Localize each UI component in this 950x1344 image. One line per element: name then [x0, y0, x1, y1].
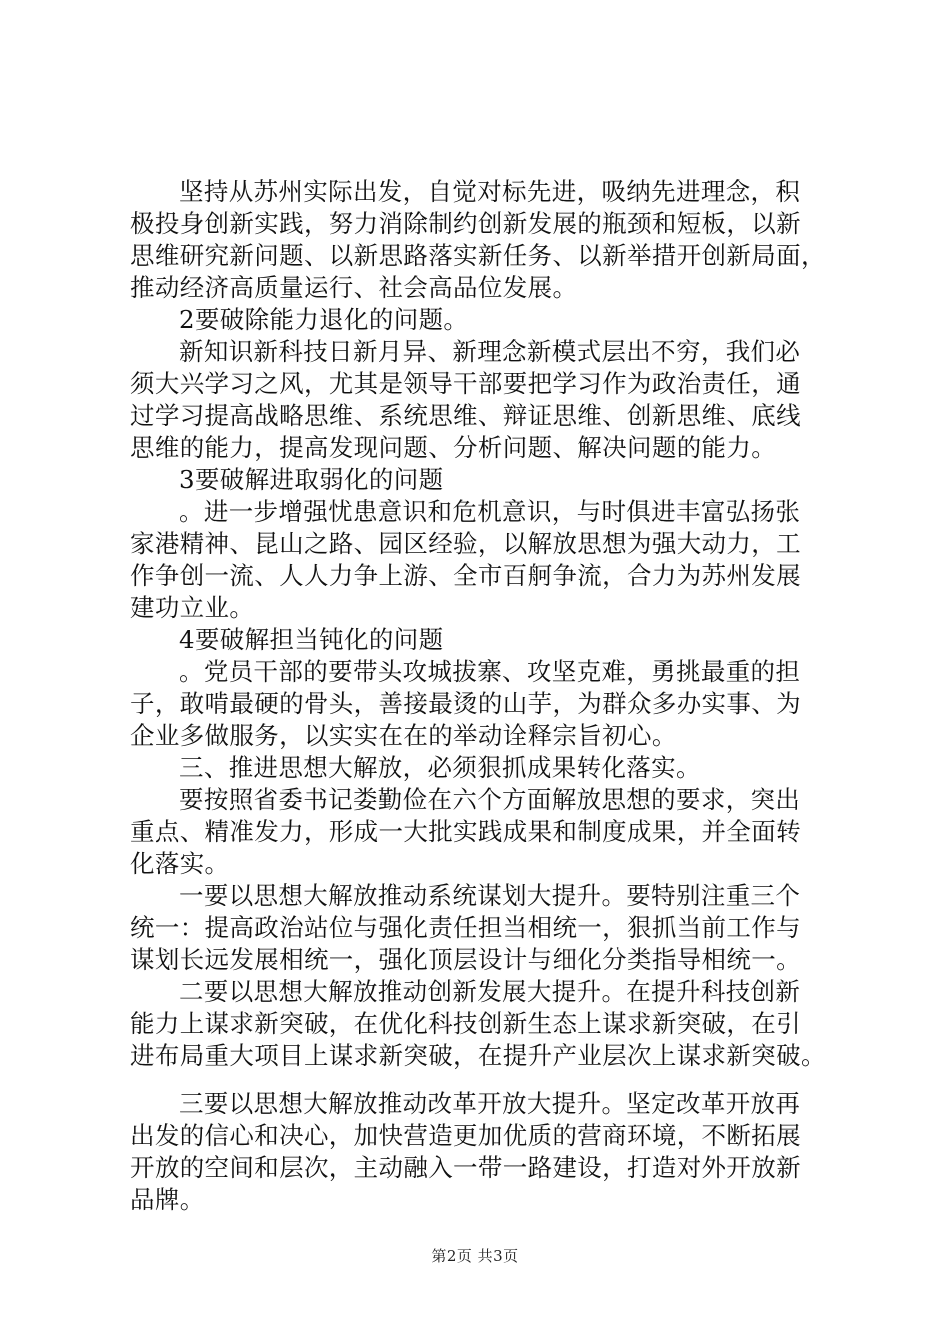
page-footer: 第2页 共3页	[431, 1247, 519, 1265]
text-line: 要按照省委书记娄勤俭在六个方面解放思想的要求，突出	[179, 785, 801, 814]
text-line: 品牌。	[130, 1185, 205, 1214]
section-heading: 三、推进思想大解放，必须狠抓成果转化落实。	[179, 753, 701, 782]
text-line: 子，敢啃最硬的骨头，善接最烫的山芋，为群众多办实事、为	[130, 689, 801, 718]
text-line: 企业多做服务，以实实在在的举动诠释宗旨初心。	[130, 721, 677, 750]
text-line: 进布局重大项目上谋求新突破，在提升产业层次上谋求新突破。	[130, 1041, 826, 1070]
text-line: 开放的空间和层次，主动融入一带一路建设，打造对外开放新	[130, 1153, 801, 1182]
text-line: 统一：提高政治站位与强化责任担当相统一，狠抓当前工作与	[130, 913, 801, 942]
text-line: 化落实。	[130, 849, 230, 878]
text-line: 重点、精准发力，形成一大批实践成果和制度成果，并全面转	[130, 817, 801, 846]
text-line: 出发的信心和决心，加快营造更加优质的营商环境，不断拓展	[130, 1121, 801, 1150]
text-line: 极投身创新实践，努力消除制约创新发展的瓶颈和短板，以新	[130, 209, 801, 238]
text-line: 谋划长远发展相统一，强化顶层设计与细化分类指导相统一。	[130, 945, 801, 974]
text-line: 思维的能力，提高发现问题、分析问题、解决问题的能力。	[130, 433, 777, 462]
section-heading: 4要破解担当钝化的问题	[179, 625, 444, 654]
text-line: 。党员干部的要带头攻城拔寨、攻坚克难，勇挑最重的担	[179, 657, 801, 686]
text-line: 家港精神、昆山之路、园区经验，以解放思想为强大动力，工	[130, 529, 801, 558]
text-line: 建功立业。	[130, 593, 255, 622]
text-line: 新知识新科技日新月异、新理念新模式层出不穷，我们必	[179, 337, 801, 366]
text-line: 二要以思想大解放推动创新发展大提升。在提升科技创新	[179, 977, 801, 1006]
text-line: 一要以思想大解放推动系统谋划大提升。要特别注重三个	[179, 881, 801, 910]
text-line: 过学习提高战略思维、系统思维、辩证思维、创新思维、底线	[130, 401, 801, 430]
text-line: 思维研究新问题、以新思路落实新任务、以新举措开创新局面，	[130, 241, 826, 270]
section-heading: 3要破解进取弱化的问题	[179, 465, 444, 494]
text-line: 坚持从苏州实际出发，自觉对标先进，吸纳先进理念，积	[179, 177, 801, 206]
text-line: 三要以思想大解放推动改革开放大提升。坚定改革开放再	[179, 1089, 801, 1118]
text-line: 须大兴学习之风，尤其是领导干部要把学习作为政治责任，通	[130, 369, 801, 398]
text-line: 能力上谋求新突破，在优化科技创新生态上谋求新突破，在引	[130, 1009, 801, 1038]
text-line: 作争创一流、人人力争上游、全市百舸争流，合力为苏州发展	[130, 561, 801, 590]
section-heading: 2要破除能力退化的问题。	[179, 305, 469, 334]
text-line: 。进一步增强忧患意识和危机意识，与时俱进丰富弘扬张	[179, 497, 801, 526]
text-line: 推动经济高质量运行、社会高品位发展。	[130, 273, 578, 302]
